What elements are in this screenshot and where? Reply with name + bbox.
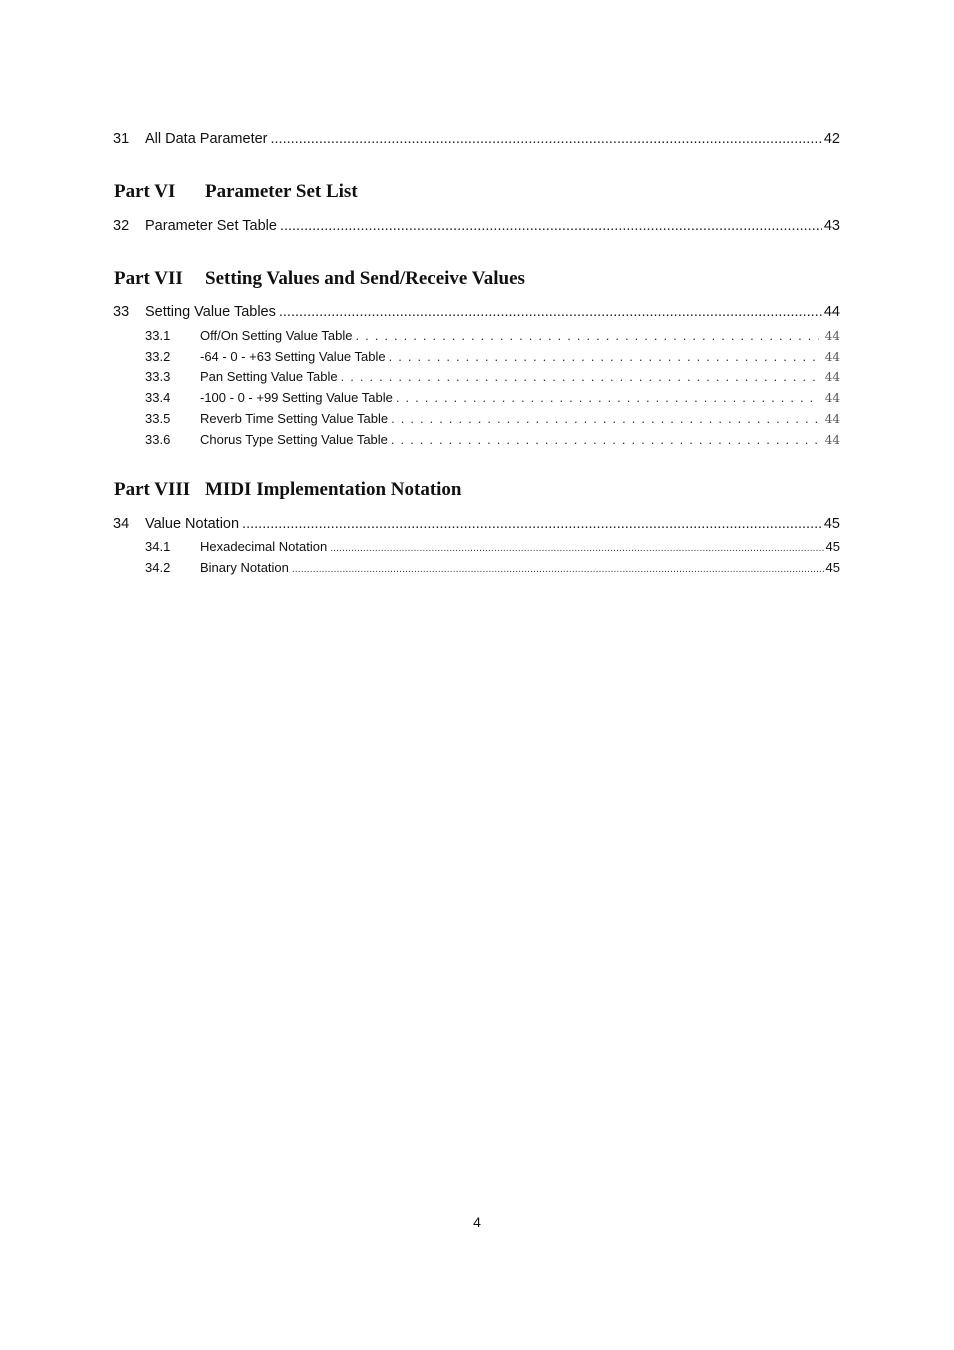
toc-entry-page: 44	[824, 433, 840, 447]
toc-subentry-33-1[interactable]	[145, 328, 840, 343]
dot-leader	[330, 539, 823, 554]
toc-entry-title: Parameter Set Table	[145, 218, 277, 234]
toc-entry-34[interactable]	[113, 516, 840, 532]
toc-entry-32[interactable]	[113, 218, 840, 234]
toc-entry-number: 33.4	[145, 390, 171, 405]
toc-entry-page: 44	[824, 391, 840, 405]
part-label: Part VII	[114, 268, 183, 289]
toc-subentry-34-2[interactable]	[145, 560, 840, 575]
toc-entry-title: Setting Value Tables	[145, 304, 276, 320]
toc-entry-number: 33	[113, 304, 130, 320]
toc-entry-number: 31	[113, 131, 130, 147]
toc-entry-number: 34.2	[145, 560, 171, 575]
toc-entry-page: 45	[823, 516, 840, 532]
part-title: Parameter Set List	[205, 181, 358, 202]
toc-subentry-33-3[interactable]	[145, 369, 840, 384]
toc-entry-page: 44	[824, 329, 840, 343]
toc-entry-page: 44	[824, 412, 840, 426]
part-title: MIDI Implementation Notation	[205, 479, 462, 500]
toc-entry-number: 34.1	[145, 539, 171, 554]
toc-entry-33[interactable]	[113, 304, 840, 320]
part-heading-vi	[114, 181, 358, 203]
toc-entry-title: -64 - 0 - +63 Setting Value Table	[200, 349, 386, 364]
dot-leader	[356, 328, 819, 343]
toc-entry-number: 32	[113, 218, 130, 234]
toc-entry-page: 44	[823, 304, 840, 320]
part-heading-viii	[114, 479, 462, 501]
toc-subentry-33-2[interactable]	[145, 349, 840, 364]
part-label: Part VI	[114, 181, 176, 202]
toc-entry-number: 33.2	[145, 349, 171, 364]
toc-entry-page: 44	[824, 370, 840, 384]
part-heading-vii	[114, 268, 525, 290]
part-title: Setting Values and Send/Receive Values	[205, 268, 525, 289]
toc-entry-page: 42	[823, 131, 840, 147]
toc-entry-page: 43	[823, 218, 840, 234]
toc-entry-page: 44	[824, 350, 840, 364]
toc-subentry-33-4[interactable]	[145, 390, 840, 405]
toc-entry-title: Value Notation	[145, 516, 240, 532]
toc-entry-page: 45	[825, 560, 840, 575]
toc-entry-title: Reverb Time Setting Value Table	[200, 411, 389, 426]
page-number: 4	[473, 1214, 481, 1230]
toc-entry-title: Hexadecimal Notation	[200, 539, 328, 554]
part-label: Part VIII	[114, 479, 191, 500]
dot-leader	[396, 390, 819, 405]
dot-leader	[280, 218, 822, 234]
toc-entry-title: Chorus Type Setting Value Table	[200, 432, 388, 447]
dot-leader	[389, 349, 819, 364]
toc-entry-title: Off/On Setting Value Table	[200, 328, 353, 343]
toc-subentry-33-6[interactable]	[145, 432, 840, 447]
toc-entry-number: 33.1	[145, 328, 171, 343]
toc-entry-number: 34	[113, 516, 130, 532]
toc-entry-number: 33.3	[145, 369, 171, 384]
toc-entry-number: 33.6	[145, 432, 171, 447]
dot-leader	[341, 369, 819, 384]
toc-entry-31[interactable]	[113, 131, 840, 147]
toc-entry-page: 45	[825, 539, 840, 554]
dot-leader	[391, 411, 819, 426]
dot-leader	[292, 560, 824, 575]
dot-leader	[279, 304, 822, 320]
dot-leader	[271, 131, 822, 147]
toc-entry-title: -100 - 0 - +99 Setting Value Table	[200, 390, 393, 405]
toc-entry-title: Pan Setting Value Table	[200, 369, 338, 384]
toc-subentry-33-5[interactable]	[145, 411, 840, 426]
toc-entry-title: All Data Parameter	[145, 131, 268, 147]
dot-leader	[391, 432, 819, 447]
toc-entry-title: Binary Notation	[200, 560, 289, 575]
dot-leader	[242, 516, 822, 532]
toc-subentry-34-1[interactable]	[145, 539, 840, 554]
toc-entry-number: 33.5	[145, 411, 171, 426]
